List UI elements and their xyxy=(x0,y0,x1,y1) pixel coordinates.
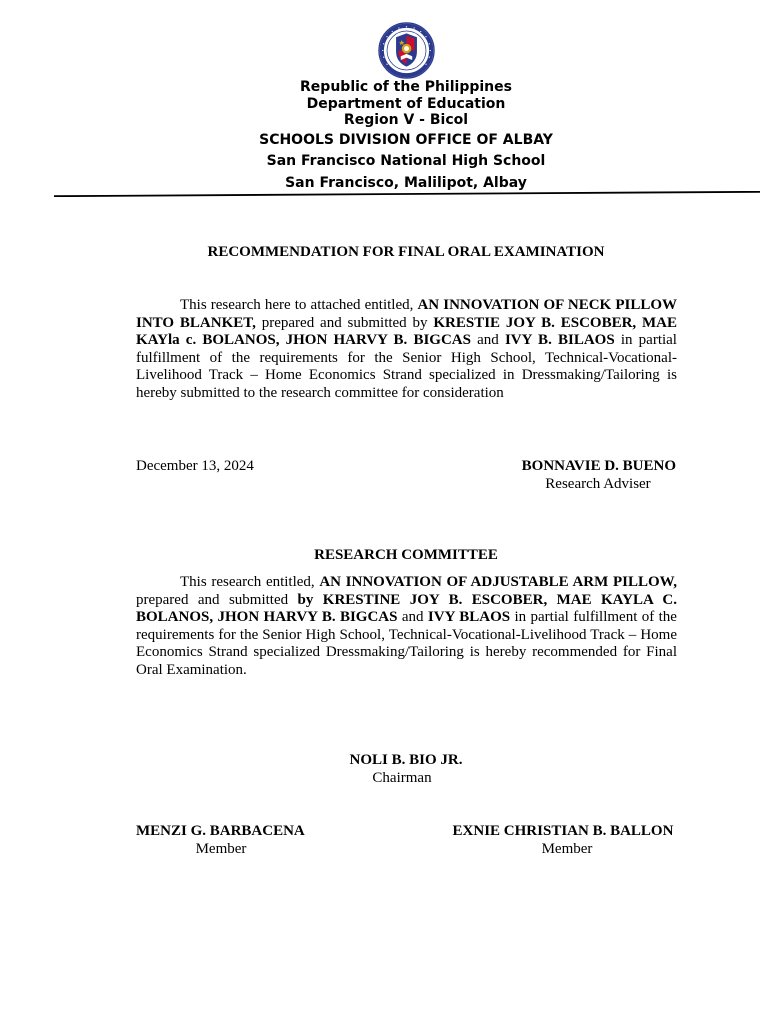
member1-role: Member xyxy=(195,841,247,857)
recommendation-text-g: in partial fulfillment of the requirements for the Senior High School, Technical-Vocational-Livelihood Track – Home Economics Strand specialized in Dressmaking/Tailoring is hereby submitted to the research committee for consideration xyxy=(136,332,677,401)
letterhead-republic: Republic of the Philippines xyxy=(300,79,512,95)
recommendation-authors: KRESTIE JOY B. ESCOBER, MAE KAYla c. BOLANOS, JHON HARVY B. BIGCAS xyxy=(136,314,678,349)
adviser-role: Research Adviser xyxy=(545,476,651,492)
chairman-role: Chairman xyxy=(372,770,432,786)
deped-seal-icon xyxy=(378,22,435,79)
committee-last-author: IVY BLAOS xyxy=(427,609,511,626)
recommendation-text-a: This research here to attached entitled, xyxy=(180,297,418,313)
recommendation-body xyxy=(136,297,677,403)
letterhead-division: SCHOOLS DIVISION OFFICE OF ALBAY xyxy=(259,132,553,148)
member1-name: MENZI G. BARBACENA xyxy=(136,823,305,839)
letterhead-region: Region V - Bicol xyxy=(343,112,469,128)
recommendation-text-e: and xyxy=(470,332,505,349)
committee-research-title: AN INNOVATION OF ADJUSTABLE ARM PILLOW, xyxy=(319,574,677,590)
committee-authors: by KRESTINE JOY B. ESCOBER, MAE KAYLA C. BOLANOS, JHON HARVY B. BIGCAS xyxy=(136,591,677,626)
chairman-name: NOLI B. BIO JR. xyxy=(349,752,463,768)
adviser-name: BONNAVIE D. BUENO xyxy=(521,458,676,474)
committee-text-e: and xyxy=(397,609,428,626)
member2-name: EXNIE CHRISTIAN B. BALLON xyxy=(452,823,674,839)
recommendation-title: RECOMMENDATION FOR FINAL ORAL EXAMINATION xyxy=(207,244,605,260)
recommendation-last-author: IVY B. BILAOS xyxy=(504,332,615,349)
member2-role: Member xyxy=(541,841,593,857)
committee-text-a: This research entitled, xyxy=(180,574,320,590)
committee-text-c: prepared and submitted xyxy=(136,591,298,608)
document-date: December 13, 2024 xyxy=(136,458,254,474)
committee-body xyxy=(136,574,677,680)
recommendation-text-c: prepared and submitted by xyxy=(255,314,434,331)
letterhead-school: San Francisco National High School xyxy=(266,153,546,169)
committee-title: RESEARCH COMMITTEE xyxy=(314,547,498,563)
letterhead-divider xyxy=(54,191,760,197)
recommendation-research-title: AN INNOVATION OF NECK PILLOW INTO BLANKET, xyxy=(136,297,677,331)
letterhead-address: San Francisco, Malilipot, Albay xyxy=(285,175,527,191)
committee-text-g: in partial fulfillment of the requirements for the Senior High School, Technical-Vocational-Livelihood Track – Home Economics Strand specialized Dressmaking/Tailoring is hereby recommended for Final Oral Examination. xyxy=(136,609,677,678)
letterhead-department: Department of Education xyxy=(306,95,506,112)
